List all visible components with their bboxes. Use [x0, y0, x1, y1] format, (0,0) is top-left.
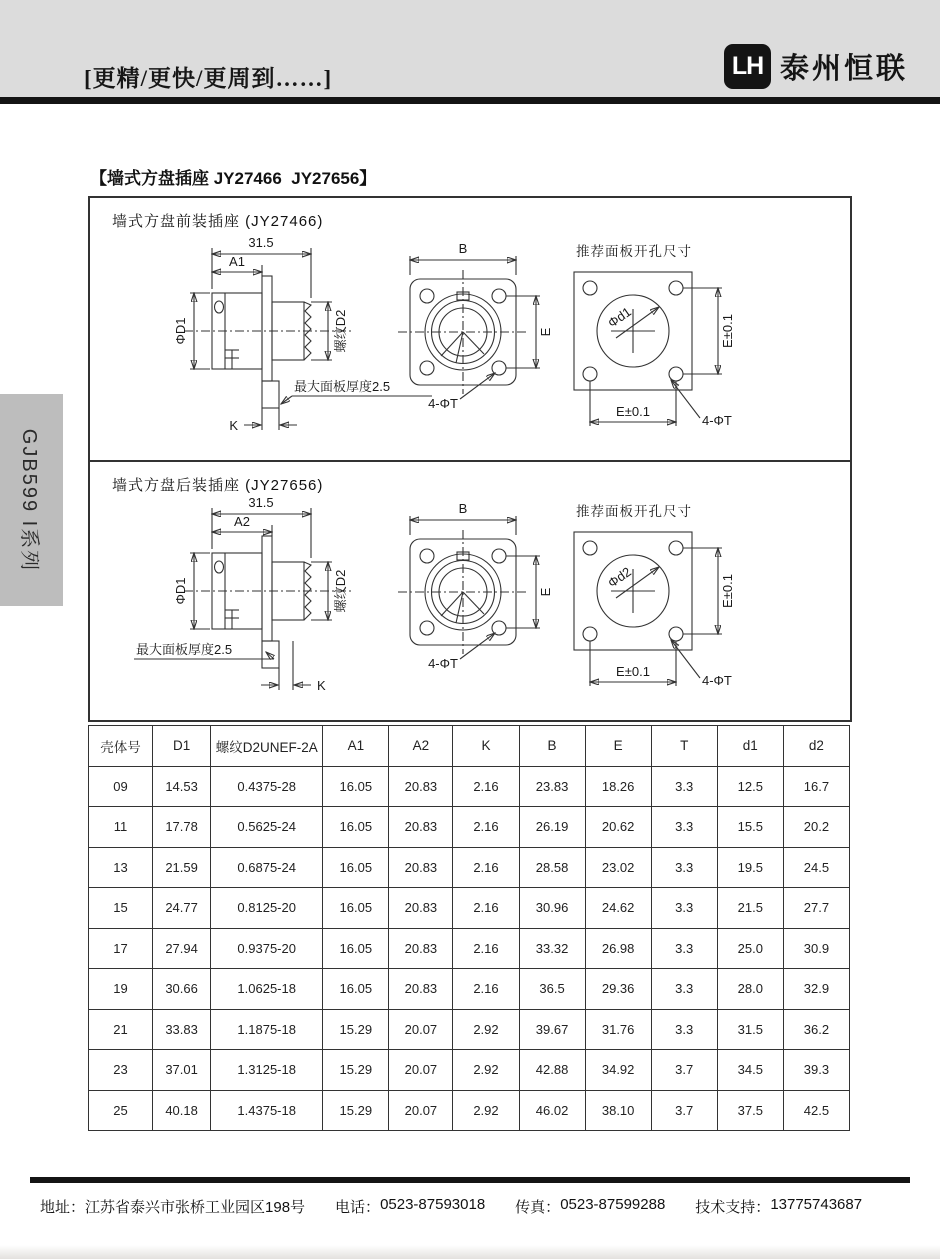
dim-a-length: A1 [229, 254, 245, 269]
table-cell: 33.32 [519, 928, 585, 969]
table-cell: 3.3 [651, 888, 717, 929]
table-cell: 34.5 [717, 1050, 783, 1091]
table-cell: 1.1875-18 [211, 1009, 323, 1050]
panel-thickness-note: 最大面板厚度2.5 [136, 642, 233, 657]
table-row [89, 888, 850, 929]
table-cell: 16.05 [323, 969, 389, 1010]
table-cell: 25 [89, 1090, 153, 1131]
footer-phone [335, 1196, 485, 1217]
page-bottom-edge [0, 1245, 940, 1259]
column-header: d2 [783, 726, 849, 767]
table-cell: 12.5 [717, 766, 783, 807]
table-cell: 20.2 [783, 807, 849, 848]
table-row [89, 1009, 850, 1050]
table-cell: 39.67 [519, 1009, 585, 1050]
footer-support [695, 1196, 862, 1217]
table-cell: 2.16 [453, 928, 519, 969]
table-cell: 3.7 [651, 1090, 717, 1131]
table-cell: 39.3 [783, 1050, 849, 1091]
table-cell: 23.83 [519, 766, 585, 807]
table-cell: 17.78 [153, 807, 211, 848]
table-cell: 20.83 [389, 969, 453, 1010]
table-cell: 15.5 [717, 807, 783, 848]
table-cell: 31.5 [717, 1009, 783, 1050]
table-cell: 15.29 [323, 1090, 389, 1131]
brand-name: 泰州恒联 [779, 53, 908, 85]
table-header-row [89, 726, 850, 767]
front-view-drawing [398, 241, 553, 411]
drawing-panel [88, 196, 852, 722]
table-cell: 40.18 [153, 1090, 211, 1131]
table-cell: 0.4375-28 [211, 766, 323, 807]
table-cell: 15 [89, 888, 153, 929]
table-cell: 16.05 [323, 888, 389, 929]
table-cell: 15.29 [323, 1050, 389, 1091]
table-cell: 37.01 [153, 1050, 211, 1091]
table-cell: 21 [89, 1009, 153, 1050]
footer-phone-label: 电话： [335, 1199, 381, 1216]
table-cell: 31.76 [585, 1009, 651, 1050]
table-cell: 42.88 [519, 1050, 585, 1091]
footer-address [40, 1196, 305, 1217]
section2-title: 墙式方盘后装插座 (JY27656) [112, 477, 324, 494]
side-view-drawing [173, 235, 432, 433]
table-cell: 18.26 [585, 766, 651, 807]
table-cell: 24.62 [585, 888, 651, 929]
cutout-title: 推荐面板开孔尺寸 [576, 504, 692, 519]
table-row [89, 766, 850, 807]
cutout-holes-label: 4-ΦT [702, 673, 732, 688]
table-cell: 20.83 [389, 847, 453, 888]
table-cell: 26.19 [519, 807, 585, 848]
side-view-drawing [134, 495, 352, 693]
table-cell: 28.0 [717, 969, 783, 1010]
table-cell: 19 [89, 969, 153, 1010]
dim-flange-b: B [458, 241, 468, 256]
table-cell: 2.16 [453, 847, 519, 888]
table-cell: 27.94 [153, 928, 211, 969]
dim-e-tolerance-side: E±0.1 [720, 574, 735, 608]
table-cell: 2.16 [453, 888, 519, 929]
footer-address-label: 地址： [40, 1199, 86, 1216]
footer-address-value: 江苏省泰兴市张桥工业园区198号 [85, 1199, 306, 1216]
footer-fax [515, 1196, 665, 1217]
table-cell: 20.83 [389, 888, 453, 929]
table-cell: 24.77 [153, 888, 211, 929]
table-cell: 16.05 [323, 766, 389, 807]
table-cell: 3.3 [651, 969, 717, 1010]
table-cell: 14.53 [153, 766, 211, 807]
table-cell: 1.0625-18 [211, 969, 323, 1010]
dim-thread: 螺纹D2 [333, 569, 348, 613]
table-cell: 29.36 [585, 969, 651, 1010]
table-cell: 3.3 [651, 928, 717, 969]
dim-shell-diameter: ΦD1 [173, 577, 188, 605]
table-cell: 1.3125-18 [211, 1050, 323, 1091]
table-cell: 11 [89, 807, 153, 848]
table-cell: 27.7 [783, 888, 849, 929]
page-title: 【墙式方盘插座 JY27466 JY27656】 [90, 169, 377, 188]
footer-fax-value: 0523-87599288 [560, 1196, 666, 1213]
dim-shell-diameter: ΦD1 [173, 317, 188, 345]
header-band [0, 0, 940, 97]
column-header: D1 [153, 726, 211, 767]
table-cell: 30.9 [783, 928, 849, 969]
table-cell: 3.3 [651, 847, 717, 888]
cutout-holes-label: 4-ΦT [702, 413, 732, 428]
column-header: B [519, 726, 585, 767]
dim-a-length: A2 [234, 514, 250, 529]
table-row [89, 847, 850, 888]
dim-k: K [317, 678, 326, 693]
dim-hole-spacing-e: E [538, 587, 553, 597]
mounting-holes-label: 4-ΦT [428, 656, 458, 671]
table-row [89, 807, 850, 848]
table-cell: 2.16 [453, 969, 519, 1010]
column-header: K [453, 726, 519, 767]
table-cell: 34.92 [585, 1050, 651, 1091]
table-cell: 20.83 [389, 928, 453, 969]
table-cell: 16.05 [323, 928, 389, 969]
table-cell: 3.7 [651, 1050, 717, 1091]
table-cell: 16.7 [783, 766, 849, 807]
table-cell: 16.05 [323, 847, 389, 888]
column-header: A2 [389, 726, 453, 767]
table-cell: 46.02 [519, 1090, 585, 1131]
table-cell: 21.5 [717, 888, 783, 929]
table-cell: 09 [89, 766, 153, 807]
header-slogan: [更精/更快/更周到……] [84, 66, 333, 91]
footer-phone-value: 0523-87593018 [380, 1196, 486, 1213]
table-cell: 36.5 [519, 969, 585, 1010]
column-header: 螺纹D2UNEF-2A [211, 726, 323, 767]
table-cell: 20.83 [389, 807, 453, 848]
table-cell: 24.5 [783, 847, 849, 888]
footer [40, 1196, 920, 1217]
footer-support-value: 13775743687 [770, 1196, 863, 1213]
table-cell: 28.58 [519, 847, 585, 888]
table-cell: 2.92 [453, 1050, 519, 1091]
table-cell: 25.0 [717, 928, 783, 969]
section1-drawings [98, 232, 842, 456]
dim-k: K [229, 418, 238, 433]
footer-support-label: 技术支持： [695, 1199, 771, 1216]
table-cell: 2.16 [453, 766, 519, 807]
column-header: T [651, 726, 717, 767]
table-cell: 0.9375-20 [211, 928, 323, 969]
dim-e-tolerance-bottom: E±0.1 [616, 664, 650, 679]
column-header: 壳体号 [89, 726, 153, 767]
table-cell: 1.4375-18 [211, 1090, 323, 1131]
dim-thread: 螺纹D2 [333, 309, 348, 353]
table-row [89, 928, 850, 969]
dim-flange-b: B [458, 501, 468, 516]
company-logo-icon: LH [724, 44, 771, 89]
table-cell: 20.07 [389, 1050, 453, 1091]
table-cell: 2.92 [453, 1009, 519, 1050]
section1-title: 墙式方盘前装插座 (JY27466) [112, 213, 324, 230]
cutout-title: 推荐面板开孔尺寸 [576, 244, 692, 259]
table-cell: 17 [89, 928, 153, 969]
panel-cutout-drawing [574, 243, 735, 428]
table-cell: 16.05 [323, 807, 389, 848]
table-cell: 3.3 [651, 807, 717, 848]
cutout-diameter-label: Φd2 [604, 564, 634, 591]
table-row [89, 1090, 850, 1131]
table-cell: 20.07 [389, 1009, 453, 1050]
table-cell: 3.3 [651, 1009, 717, 1050]
panel-thickness-note: 最大面板厚度2.5 [294, 379, 391, 394]
table-cell: 20.07 [389, 1090, 453, 1131]
table-cell: 0.5625-24 [211, 807, 323, 848]
table-cell: 23.02 [585, 847, 651, 888]
table-row [89, 969, 850, 1010]
panel-cutout-drawing [574, 503, 735, 688]
table-cell: 42.5 [783, 1090, 849, 1131]
table-cell: 20.83 [389, 766, 453, 807]
series-side-tab-label: GJB599 I系列 [18, 428, 41, 572]
table-cell: 30.66 [153, 969, 211, 1010]
column-header: d1 [717, 726, 783, 767]
section-divider [88, 460, 850, 462]
dim-e-tolerance-side: E±0.1 [720, 314, 735, 348]
front-view-drawing [398, 501, 553, 671]
table-cell: 21.59 [153, 847, 211, 888]
table-cell: 19.5 [717, 847, 783, 888]
table-cell: 0.6875-24 [211, 847, 323, 888]
spec-table [88, 725, 850, 1131]
footer-fax-label: 传真： [515, 1199, 561, 1216]
table-cell: 2.16 [453, 807, 519, 848]
table-cell: 13 [89, 847, 153, 888]
table-cell: 30.96 [519, 888, 585, 929]
column-header: E [585, 726, 651, 767]
dim-hole-spacing-e: E [538, 327, 553, 337]
series-side-tab [0, 394, 63, 606]
table-cell: 38.10 [585, 1090, 651, 1131]
mounting-holes-label: 4-ΦT [428, 396, 458, 411]
table-cell: 37.5 [717, 1090, 783, 1131]
cutout-diameter-label: Φd1 [604, 304, 634, 331]
table-cell: 20.62 [585, 807, 651, 848]
brand-block [724, 44, 908, 89]
table-cell: 32.9 [783, 969, 849, 1010]
dim-e-tolerance-bottom: E±0.1 [616, 404, 650, 419]
table-cell: 23 [89, 1050, 153, 1091]
table-row [89, 1050, 850, 1091]
header-divider [0, 97, 940, 104]
table-cell: 3.3 [651, 766, 717, 807]
dim-overall-length: 31.5 [248, 235, 274, 250]
table-cell: 26.98 [585, 928, 651, 969]
table-cell: 33.83 [153, 1009, 211, 1050]
column-header: A1 [323, 726, 389, 767]
table-cell: 36.2 [783, 1009, 849, 1050]
section2-drawings [98, 492, 842, 716]
table-cell: 15.29 [323, 1009, 389, 1050]
dim-overall-length: 31.5 [248, 495, 274, 510]
table-cell: 0.8125-20 [211, 888, 323, 929]
table-cell: 2.92 [453, 1090, 519, 1131]
footer-divider [30, 1177, 910, 1183]
